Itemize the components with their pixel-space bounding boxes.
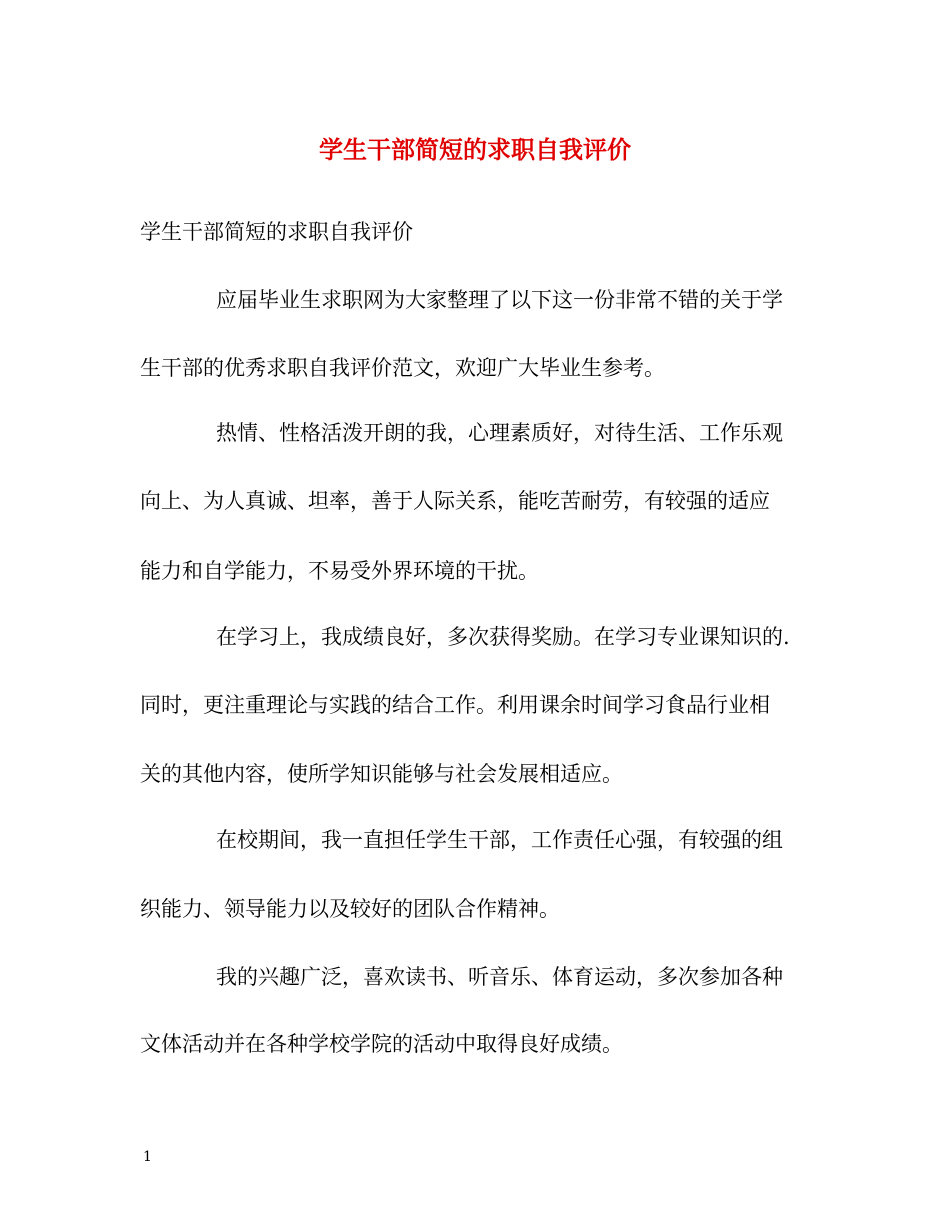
paragraph-1-line-1: 应届毕业生求职网为大家整理了以下这一份非常不错的关于学	[216, 288, 783, 312]
page-number: 1	[143, 1149, 152, 1165]
subtitle-line: 学生干部简短的求职自我评价	[140, 220, 413, 244]
paragraph-4-line-2: 织能力、领导能力以及较好的团队合作精神。	[140, 897, 560, 921]
document-title: 学生干部简短的求职自我评价	[319, 135, 631, 164]
paragraph-2-line-1: 热情、性格活泼开朗的我，心理素质好，对待生活、工作乐观	[216, 421, 783, 445]
paragraph-3-line-3: 关的其他内容，使所学知识能够与社会发展相适应。	[140, 762, 623, 786]
paragraph-5-line-1: 我的兴趣广泛，喜欢读书、听音乐、体育运动，多次参加各种	[216, 965, 783, 989]
paragraph-4-line-1: 在校期间，我一直担任学生干部，工作责任心强，有较强的组	[216, 828, 783, 852]
paragraph-3-line-2: 同时，更注重理论与实践的结合工作。利用课余时间学习食品行业相	[140, 693, 770, 717]
paragraph-1-line-2: 生干部的优秀求职自我评价范文，欢迎广大毕业生参考。	[140, 356, 665, 380]
paragraph-5-line-2: 文体活动并在各种学校学院的活动中取得良好成绩。	[140, 1032, 623, 1056]
paragraph-3-line-1: 在学习上，我成绩良好，多次获得奖励。在学习专业课知识的.	[216, 625, 790, 649]
paragraph-2-line-2: 向上、为人真诚、坦率，善于人际关系，能吃苦耐劳，有较强的适应	[140, 489, 770, 513]
paragraph-2-line-3: 能力和自学能力，不易受外界环境的干扰。	[140, 559, 539, 583]
